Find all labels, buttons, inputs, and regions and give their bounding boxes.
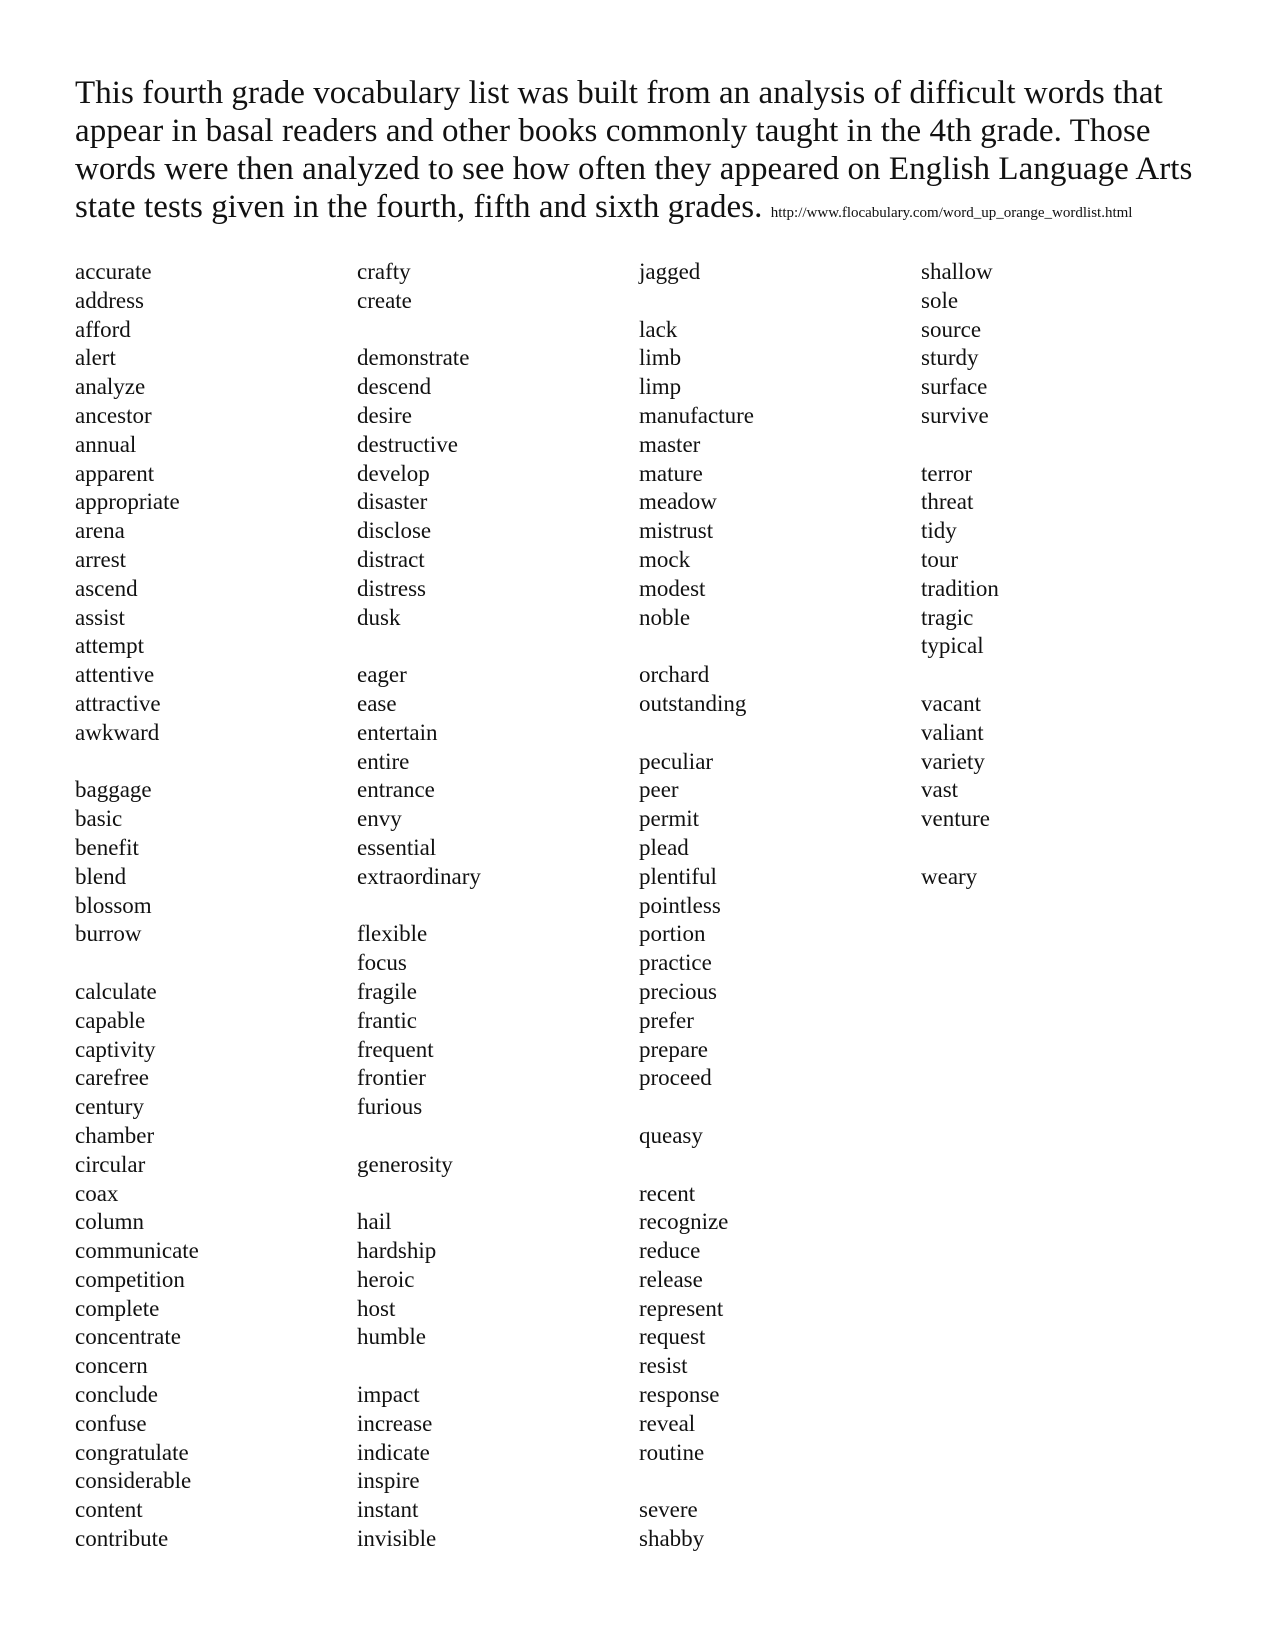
vocab-word: century	[75, 1094, 144, 1120]
intro-text: This fourth grade vocabulary list was built from an analysis of difficult words that appear in basal readers and other books commonly taught in the 4th grade. Those words were then analyzed to see how often they appeared on English Language Arts state tests given in the fourth, fifth and sixth grades.	[75, 75, 1193, 225]
vocab-word: envy	[357, 806, 402, 832]
vocab-word: severe	[639, 1497, 698, 1523]
vocab-word: focus	[357, 950, 407, 976]
vocab-word: mature	[639, 460, 703, 486]
vocab-word: flexible	[357, 921, 428, 947]
vocab-word: recent	[639, 1180, 696, 1206]
vocab-word: valiant	[921, 719, 984, 745]
vocab-word: peculiar	[639, 748, 714, 774]
word-gap	[921, 834, 999, 863]
vocab-word: concern	[75, 1353, 148, 1379]
vocab-word: complete	[75, 1295, 160, 1321]
vocab-word: vacant	[921, 690, 982, 716]
word-column-1	[75, 258, 199, 1554]
word-gap	[357, 892, 481, 921]
vocab-word: competition	[75, 1266, 185, 1292]
vocab-word: considerable	[75, 1468, 192, 1494]
word-gap	[357, 632, 481, 661]
vocab-word: content	[75, 1497, 143, 1523]
vocab-word: basic	[75, 806, 123, 832]
source-url: http://www.flocabulary.com/word_up_orange_wordlist.html	[770, 205, 1133, 221]
vocab-word: humble	[357, 1324, 426, 1350]
vocab-word: orchard	[639, 662, 710, 688]
vocab-word: noble	[639, 604, 691, 630]
vocab-word: master	[639, 431, 701, 457]
vocab-word: attentive	[75, 662, 155, 688]
vocab-word: coax	[75, 1180, 119, 1206]
vocab-word: tragic	[921, 604, 974, 630]
vocab-word: entertain	[357, 719, 438, 745]
vocab-word: sturdy	[921, 345, 979, 371]
vocab-word: appropriate	[75, 489, 180, 515]
vocab-word: venture	[921, 806, 990, 832]
vocab-word: concentrate	[75, 1324, 181, 1350]
word-column-3	[639, 258, 754, 1554]
vocab-word: annual	[75, 431, 137, 457]
vocab-word: column	[75, 1209, 144, 1235]
vocab-word: entire	[357, 748, 410, 774]
vocab-word: extraordinary	[357, 863, 481, 889]
vocab-word: distress	[357, 575, 426, 601]
vocab-word: ease	[357, 690, 397, 716]
vocab-word: variety	[921, 748, 985, 774]
vocab-word: mock	[639, 546, 691, 572]
vocab-word: limp	[639, 374, 682, 400]
vocab-word: sole	[921, 287, 959, 313]
vocab-word: request	[639, 1324, 706, 1350]
word-gap	[75, 949, 199, 978]
word-gap	[639, 1151, 754, 1180]
vocab-word: calculate	[75, 978, 157, 1004]
vocab-word: outstanding	[639, 690, 747, 716]
vocab-word: weary	[921, 863, 978, 889]
vocab-word: dusk	[357, 604, 401, 630]
vocab-word: reveal	[639, 1410, 696, 1436]
vocab-word: mistrust	[639, 518, 714, 544]
vocab-word: accurate	[75, 259, 152, 284]
vocab-word: essential	[357, 834, 437, 860]
vocab-word: carefree	[75, 1065, 150, 1091]
vocab-word: congratulate	[75, 1439, 189, 1465]
vocab-word: jagged	[639, 259, 701, 284]
vocab-word: resist	[639, 1353, 688, 1379]
vocab-word: surface	[921, 374, 988, 400]
vocab-word: assist	[75, 604, 125, 630]
vocab-word: portion	[639, 921, 706, 947]
vocab-word: represent	[639, 1295, 724, 1321]
vocab-word: distract	[357, 546, 425, 572]
vocab-word: release	[639, 1266, 703, 1292]
vocab-word: baggage	[75, 777, 152, 803]
word-gap	[921, 431, 999, 460]
vocab-word: heroic	[357, 1266, 415, 1292]
vocab-word: awkward	[75, 719, 160, 745]
vocab-word: frantic	[357, 1007, 418, 1033]
vocab-word: source	[921, 316, 982, 342]
vocab-word: ascend	[75, 575, 138, 601]
vocab-word: peer	[639, 777, 679, 803]
vocab-word: terror	[921, 460, 973, 486]
vocab-word: pointless	[639, 892, 721, 918]
vocab-word: typical	[921, 633, 984, 659]
vocab-word: prepare	[639, 1036, 708, 1062]
word-gap	[639, 719, 754, 748]
vocab-word: address	[75, 287, 144, 313]
word-gap	[639, 1093, 754, 1122]
word-gap	[357, 1352, 481, 1381]
vocab-word: fragile	[357, 978, 418, 1004]
vocab-word: blend	[75, 863, 127, 889]
vocab-word: create	[357, 287, 412, 313]
vocab-word: tour	[921, 546, 959, 572]
word-gap	[639, 1467, 754, 1496]
vocab-word: invisible	[357, 1526, 437, 1552]
vocab-word: survive	[921, 402, 989, 428]
vocab-word: burrow	[75, 921, 142, 947]
word-gap	[357, 1180, 481, 1209]
vocab-word: modest	[639, 575, 706, 601]
vocab-word: plead	[639, 834, 689, 860]
vocab-word: threat	[921, 489, 974, 515]
vocab-word: crafty	[357, 259, 411, 284]
vocab-word: reduce	[639, 1238, 701, 1264]
vocab-word: arena	[75, 518, 125, 544]
word-gap	[357, 1122, 481, 1151]
vocab-word: prefer	[639, 1007, 694, 1033]
vocab-word: instant	[357, 1497, 419, 1523]
vocab-word: capable	[75, 1007, 146, 1033]
vocab-word: proceed	[639, 1065, 712, 1091]
vocab-word: contribute	[75, 1526, 169, 1552]
vocab-word: inspire	[357, 1468, 420, 1494]
vocab-word: meadow	[639, 489, 717, 515]
vocab-word: shabby	[639, 1526, 705, 1552]
word-gap	[639, 287, 754, 316]
vocab-word: conclude	[75, 1382, 159, 1408]
vocab-word: precious	[639, 978, 717, 1004]
vocab-word: vast	[921, 777, 959, 803]
vocab-word: captivity	[75, 1036, 156, 1062]
vocab-word: queasy	[639, 1122, 703, 1148]
vocab-word: confuse	[75, 1410, 147, 1436]
vocab-word: develop	[357, 460, 430, 486]
vocab-word: tidy	[921, 518, 957, 544]
vocab-word: generosity	[357, 1151, 453, 1177]
vocab-word: indicate	[357, 1439, 430, 1465]
vocab-word: permit	[639, 806, 700, 832]
vocab-word: attempt	[75, 633, 144, 659]
vocab-word: increase	[357, 1410, 433, 1436]
vocab-word: disaster	[357, 489, 428, 515]
vocab-word: afford	[75, 316, 131, 342]
word-gap	[357, 316, 481, 345]
vocab-word: eager	[357, 662, 407, 688]
vocab-word: hardship	[357, 1238, 437, 1264]
vocab-word: arrest	[75, 546, 127, 572]
word-column-2	[357, 258, 481, 1554]
vocab-word: frequent	[357, 1036, 434, 1062]
vocab-word: tradition	[921, 575, 999, 601]
vocab-word: demonstrate	[357, 345, 470, 371]
vocab-word: routine	[639, 1439, 705, 1465]
vocab-word: attractive	[75, 690, 161, 716]
vocab-word: ancestor	[75, 402, 152, 428]
vocab-word: disclose	[357, 518, 432, 544]
vocab-word: apparent	[75, 460, 155, 486]
vocab-word: descend	[357, 374, 432, 400]
vocab-word: frontier	[357, 1065, 426, 1091]
word-gap	[921, 661, 999, 690]
vocab-word: host	[357, 1295, 396, 1321]
vocab-word: furious	[357, 1094, 423, 1120]
intro-paragraph	[75, 74, 1225, 232]
vocab-word: plentiful	[639, 863, 717, 889]
vocab-word: alert	[75, 345, 116, 371]
vocab-word: response	[639, 1382, 720, 1408]
word-column-4	[921, 258, 999, 892]
vocab-word: limb	[639, 345, 682, 371]
vocab-word: blossom	[75, 892, 152, 918]
vocab-word: entrance	[357, 777, 435, 803]
vocab-word: destructive	[357, 431, 458, 457]
vocab-word: impact	[357, 1382, 420, 1408]
vocab-word: communicate	[75, 1238, 199, 1264]
vocab-word: hail	[357, 1209, 392, 1235]
vocab-word: chamber	[75, 1122, 155, 1148]
vocab-word: desire	[357, 402, 412, 428]
vocab-word: manufacture	[639, 402, 754, 428]
vocab-word: analyze	[75, 374, 146, 400]
vocab-word: shallow	[921, 259, 993, 284]
vocab-word: circular	[75, 1151, 146, 1177]
vocab-word: lack	[639, 316, 678, 342]
vocab-word: recognize	[639, 1209, 729, 1235]
word-gap	[75, 748, 199, 777]
word-gap	[639, 632, 754, 661]
vocab-word: practice	[639, 950, 712, 976]
vocab-word: benefit	[75, 834, 139, 860]
